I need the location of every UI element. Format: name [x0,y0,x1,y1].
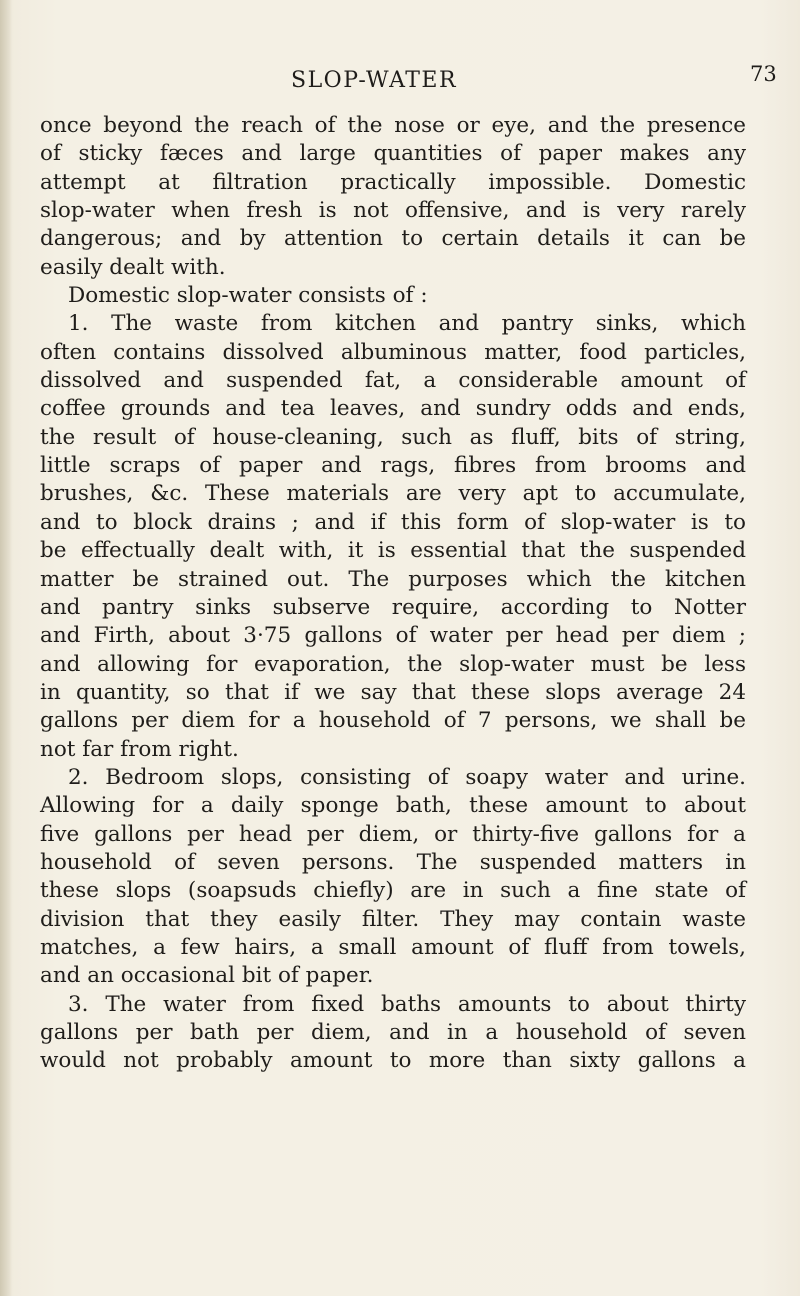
text-line: in quantity, so that if we say that these slops average 24 [40,679,746,705]
text-line: little scraps of paper and rags, fibres from brooms and [40,453,746,479]
text-line: dangerous; and by attention to certain details it can be [40,226,746,252]
text-line: once beyond the reach of the nose or eye, and the presence [40,113,746,138]
text-line: attempt at filtration practically impossible. Domestic [40,169,746,195]
body-text [40,112,746,1076]
text-line: Allowing for a daily sponge bath, these amount to about [40,793,746,819]
text-line: these slops (soapsuds chiefly) are in such a fine state of [40,878,746,904]
text-line: of sticky fæces and large quantities of paper makes any [40,141,746,167]
text-line: Domestic slop-water consists of : [68,283,428,309]
text-line: easily dealt with. [40,254,226,280]
text-line: brushes, &c. These materials are very apt to accumulate, [40,481,746,507]
text-line: and to block drains ; and if this form of slop-water is to [40,509,746,535]
text-line: not far from right. [40,736,239,762]
page-header [0,62,800,96]
text-line: household of seven persons. The suspended matters in [40,849,746,875]
text-line: and an occasional bit of paper. [40,963,374,989]
text-line: the result of house-cleaning, such as fluff, bits of string, [40,424,746,450]
text-line: matter be strained out. The purposes which the kitchen [40,566,746,592]
text-line: and allowing for evaporation, the slop-water must be less [40,651,746,677]
text-line: dissolved and suspended fat, a considerable amount of [40,368,746,394]
text-line: be effectually dealt with, it is essential that the suspended [40,538,746,564]
page-gutter [0,0,12,1296]
text-line: division that they easily filter. They may contain waste [40,906,746,932]
text-line: gallons per bath per diem, and in a household of seven [40,1020,746,1045]
text-line: slop-water when fresh is not offensive, and is very rarely [40,198,746,224]
text-line: coffee grounds and tea leaves, and sundry odds and ends, [40,396,746,422]
text-line: gallons per diem for a household of 7 persons, we shall be [40,708,746,734]
text-line: and pantry sinks subserve require, according to Notter [40,594,746,620]
text-line: matches, a few hairs, a small amount of fluff from towels, [40,934,746,960]
text-line: five gallons per head per diem, or thirty-five gallons for a [40,821,746,847]
text-line: often contains dissolved albuminous matter, food particles, [40,339,746,365]
text-line: 1. The waste from kitchen and pantry sinks, which [68,311,746,337]
text-line: and Firth, about 3·75 gallons of water per head per diem ; [40,623,746,649]
text-line: 3. The water from fixed baths amounts to about thirty [68,991,746,1017]
running-title: SLOP-WATER [291,68,458,93]
page-number: 73 [750,62,777,86]
text-line: would not probably amount to more than sixty gallons a [40,1048,746,1074]
text-line: 2. Bedroom slops, consisting of soapy water and urine. [68,764,746,790]
